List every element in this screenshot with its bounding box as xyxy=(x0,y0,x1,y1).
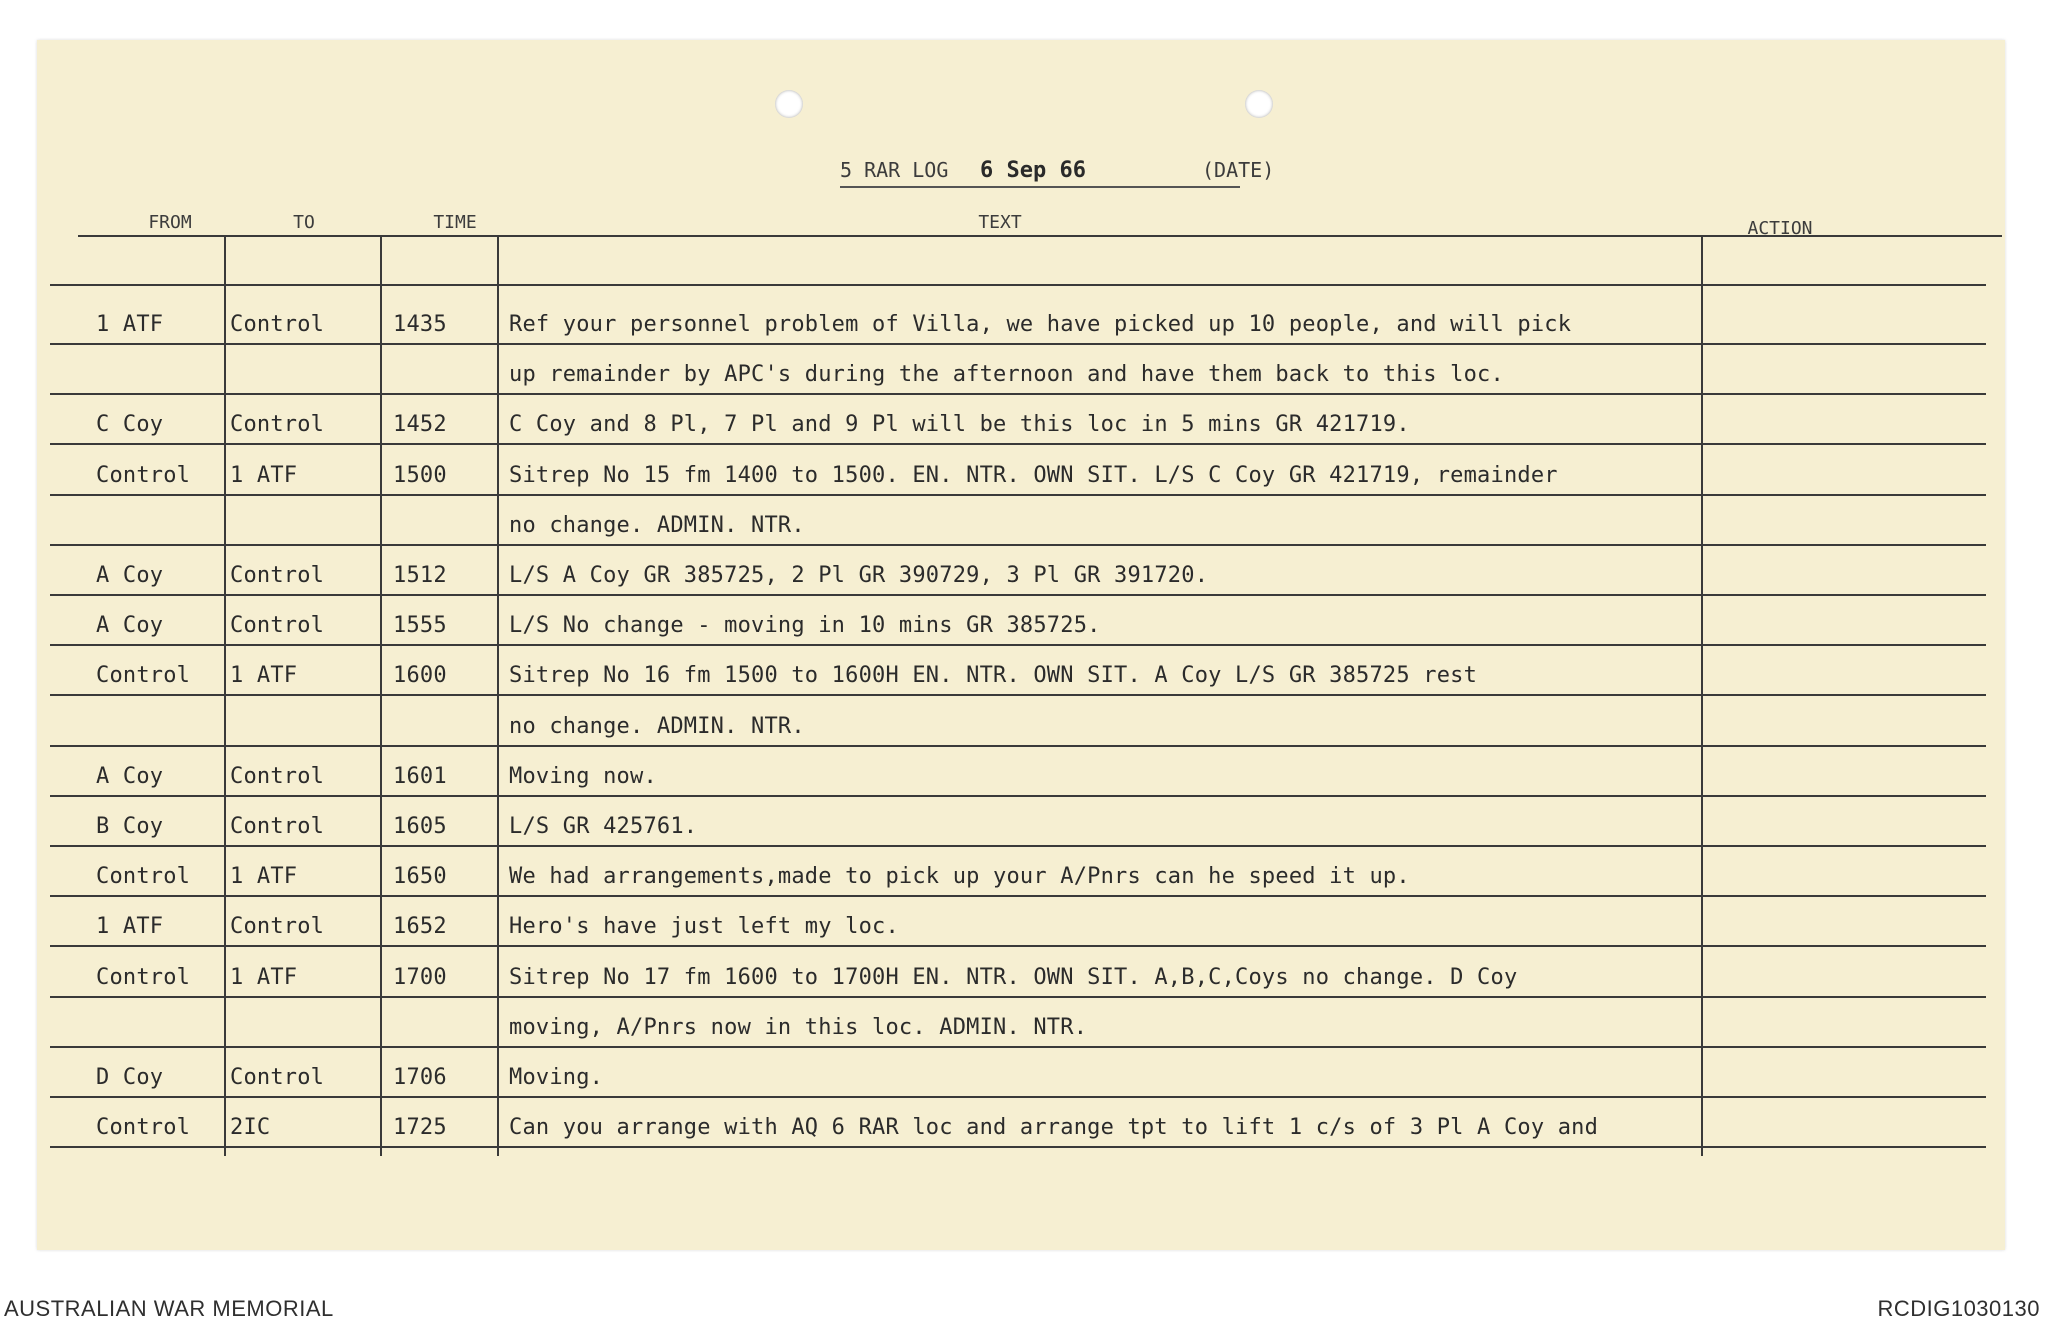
col-head-time: TIME xyxy=(433,212,477,233)
cell-text: up remainder by APC's during the afternoon and have them back to this loc. xyxy=(509,362,1504,388)
cell-time: 1725 xyxy=(393,1115,447,1141)
cell-text: Sitrep No 15 fm 1400 to 1500. EN. NTR. OWN SIT. L/S C Coy GR 421719, remainder xyxy=(509,462,1558,488)
date-hint: (DATE) xyxy=(1202,158,1275,182)
row-rule xyxy=(50,745,1986,747)
cell-time: 1650 xyxy=(393,864,447,890)
cell-from: Control xyxy=(96,864,191,890)
row-rule xyxy=(50,795,1986,797)
cell-from: 1 ATF xyxy=(96,914,164,940)
row-rule xyxy=(50,343,1986,345)
row-rule xyxy=(50,644,1986,646)
cell-text: Moving. xyxy=(509,1065,604,1090)
cell-time: 1700 xyxy=(393,964,447,990)
cell-text: Ref your personnel problem of Villa, we have picked up 10 people, and will pick xyxy=(509,312,1572,337)
cell-to: Control xyxy=(230,312,325,337)
cell-from: Control xyxy=(96,964,191,990)
cell-time: 1500 xyxy=(393,462,447,488)
cell-from: 1 ATF xyxy=(96,312,164,337)
row-rule xyxy=(50,694,1986,696)
cell-to: Control xyxy=(230,814,325,839)
cell-from: A Coy xyxy=(96,613,164,639)
footer-archive-name: AUSTRALIAN WAR MEMORIAL xyxy=(4,1296,334,1321)
cell-time: 1652 xyxy=(393,914,447,940)
cell-text: moving, A/Pnrs now in this loc. ADMIN. NTR. xyxy=(509,1014,1088,1040)
header-bottom-rule xyxy=(50,284,1986,286)
cell-from: A Coy xyxy=(96,563,164,588)
row-rule xyxy=(50,945,1986,947)
col-head-to: TO xyxy=(293,212,315,233)
col-divider-to-time xyxy=(380,235,382,1156)
cell-text: Sitrep No 16 fm 1500 to 1600H EN. NTR. OWN SIT. A Coy L/S GR 385725 rest xyxy=(509,663,1478,689)
cell-to: Control xyxy=(230,563,325,588)
cell-text: We had arrangements,made to pick up your A/Pnrs can he speed it up. xyxy=(509,864,1410,890)
cell-time: 1435 xyxy=(393,312,447,337)
cell-from: Control xyxy=(96,663,191,689)
cell-to: Control xyxy=(230,613,325,639)
cell-to: 1 ATF xyxy=(230,864,298,890)
cell-from: B Coy xyxy=(96,814,164,839)
row-rule xyxy=(50,996,1986,998)
cell-to: Control xyxy=(230,914,325,940)
cell-from: A Coy xyxy=(96,763,164,789)
cell-to: 1 ATF xyxy=(230,462,298,488)
col-head-action: ACTION xyxy=(1747,218,1813,239)
footer-record-id: RCDIG1030130 xyxy=(1877,1296,2040,1321)
cell-time: 1452 xyxy=(393,412,447,438)
cell-from: Control xyxy=(96,462,191,488)
col-divider-from-to xyxy=(224,235,226,1156)
cell-time: 1605 xyxy=(393,814,447,839)
cell-time: 1601 xyxy=(393,763,447,789)
cell-from: Control xyxy=(96,1115,191,1141)
cell-text: no change. ADMIN. NTR. xyxy=(509,512,805,538)
cell-time: 1706 xyxy=(393,1065,447,1090)
row-rule xyxy=(50,895,1986,897)
cell-text: Moving now. xyxy=(509,763,657,789)
col-head-text: TEXT xyxy=(978,212,1022,233)
row-rule xyxy=(50,1096,1986,1098)
cell-to: 2IC xyxy=(230,1115,271,1141)
cell-to: Control xyxy=(230,1065,325,1090)
cell-text: Can you arrange with AQ 6 RAR loc and arrange tpt to lift 1 c/s of 3 Pl A Coy and xyxy=(509,1115,1599,1141)
row-rule xyxy=(50,594,1986,596)
cell-text: Hero's have just left my loc. xyxy=(509,914,899,940)
cell-from: C Coy xyxy=(96,412,164,438)
cell-to: 1 ATF xyxy=(230,964,298,990)
col-divider-time-text xyxy=(497,235,499,1156)
cell-time: 1600 xyxy=(393,663,447,689)
row-rule xyxy=(50,393,1986,395)
cell-time: 1512 xyxy=(393,563,447,588)
cell-to: Control xyxy=(230,763,325,789)
row-rule xyxy=(50,443,1986,445)
row-rule xyxy=(50,1146,1986,1148)
cell-text: L/S A Coy GR 385725, 2 Pl GR 390729, 3 Pl GR 391720. xyxy=(509,563,1209,588)
cell-text: C Coy and 8 Pl, 7 Pl and 9 Pl will be this loc in 5 mins GR 421719. xyxy=(509,412,1410,438)
row-rule xyxy=(50,494,1986,496)
cell-text: Sitrep No 17 fm 1600 to 1700H EN. NTR. OWN SIT. A,B,C,Coys no change. D Coy xyxy=(509,964,1518,990)
cell-time: 1555 xyxy=(393,613,447,639)
row-rule xyxy=(50,544,1986,546)
col-head-from: FROM xyxy=(148,212,192,233)
row-rule xyxy=(50,1046,1986,1048)
log-date: 6 Sep 66 xyxy=(980,158,1086,183)
log-label: 5 RAR LOG xyxy=(840,158,949,182)
cell-to: Control xyxy=(230,412,325,438)
cell-text: L/S GR 425761. xyxy=(509,814,698,839)
table-top-rule xyxy=(78,235,2002,237)
cell-text: L/S No change - moving in 10 mins GR 385725. xyxy=(509,613,1101,639)
col-divider-text-action xyxy=(1701,235,1703,1156)
row-rule xyxy=(50,845,1986,847)
cell-to: 1 ATF xyxy=(230,663,298,689)
cell-text: no change. ADMIN. NTR. xyxy=(509,713,805,739)
cell-from: D Coy xyxy=(96,1065,164,1090)
